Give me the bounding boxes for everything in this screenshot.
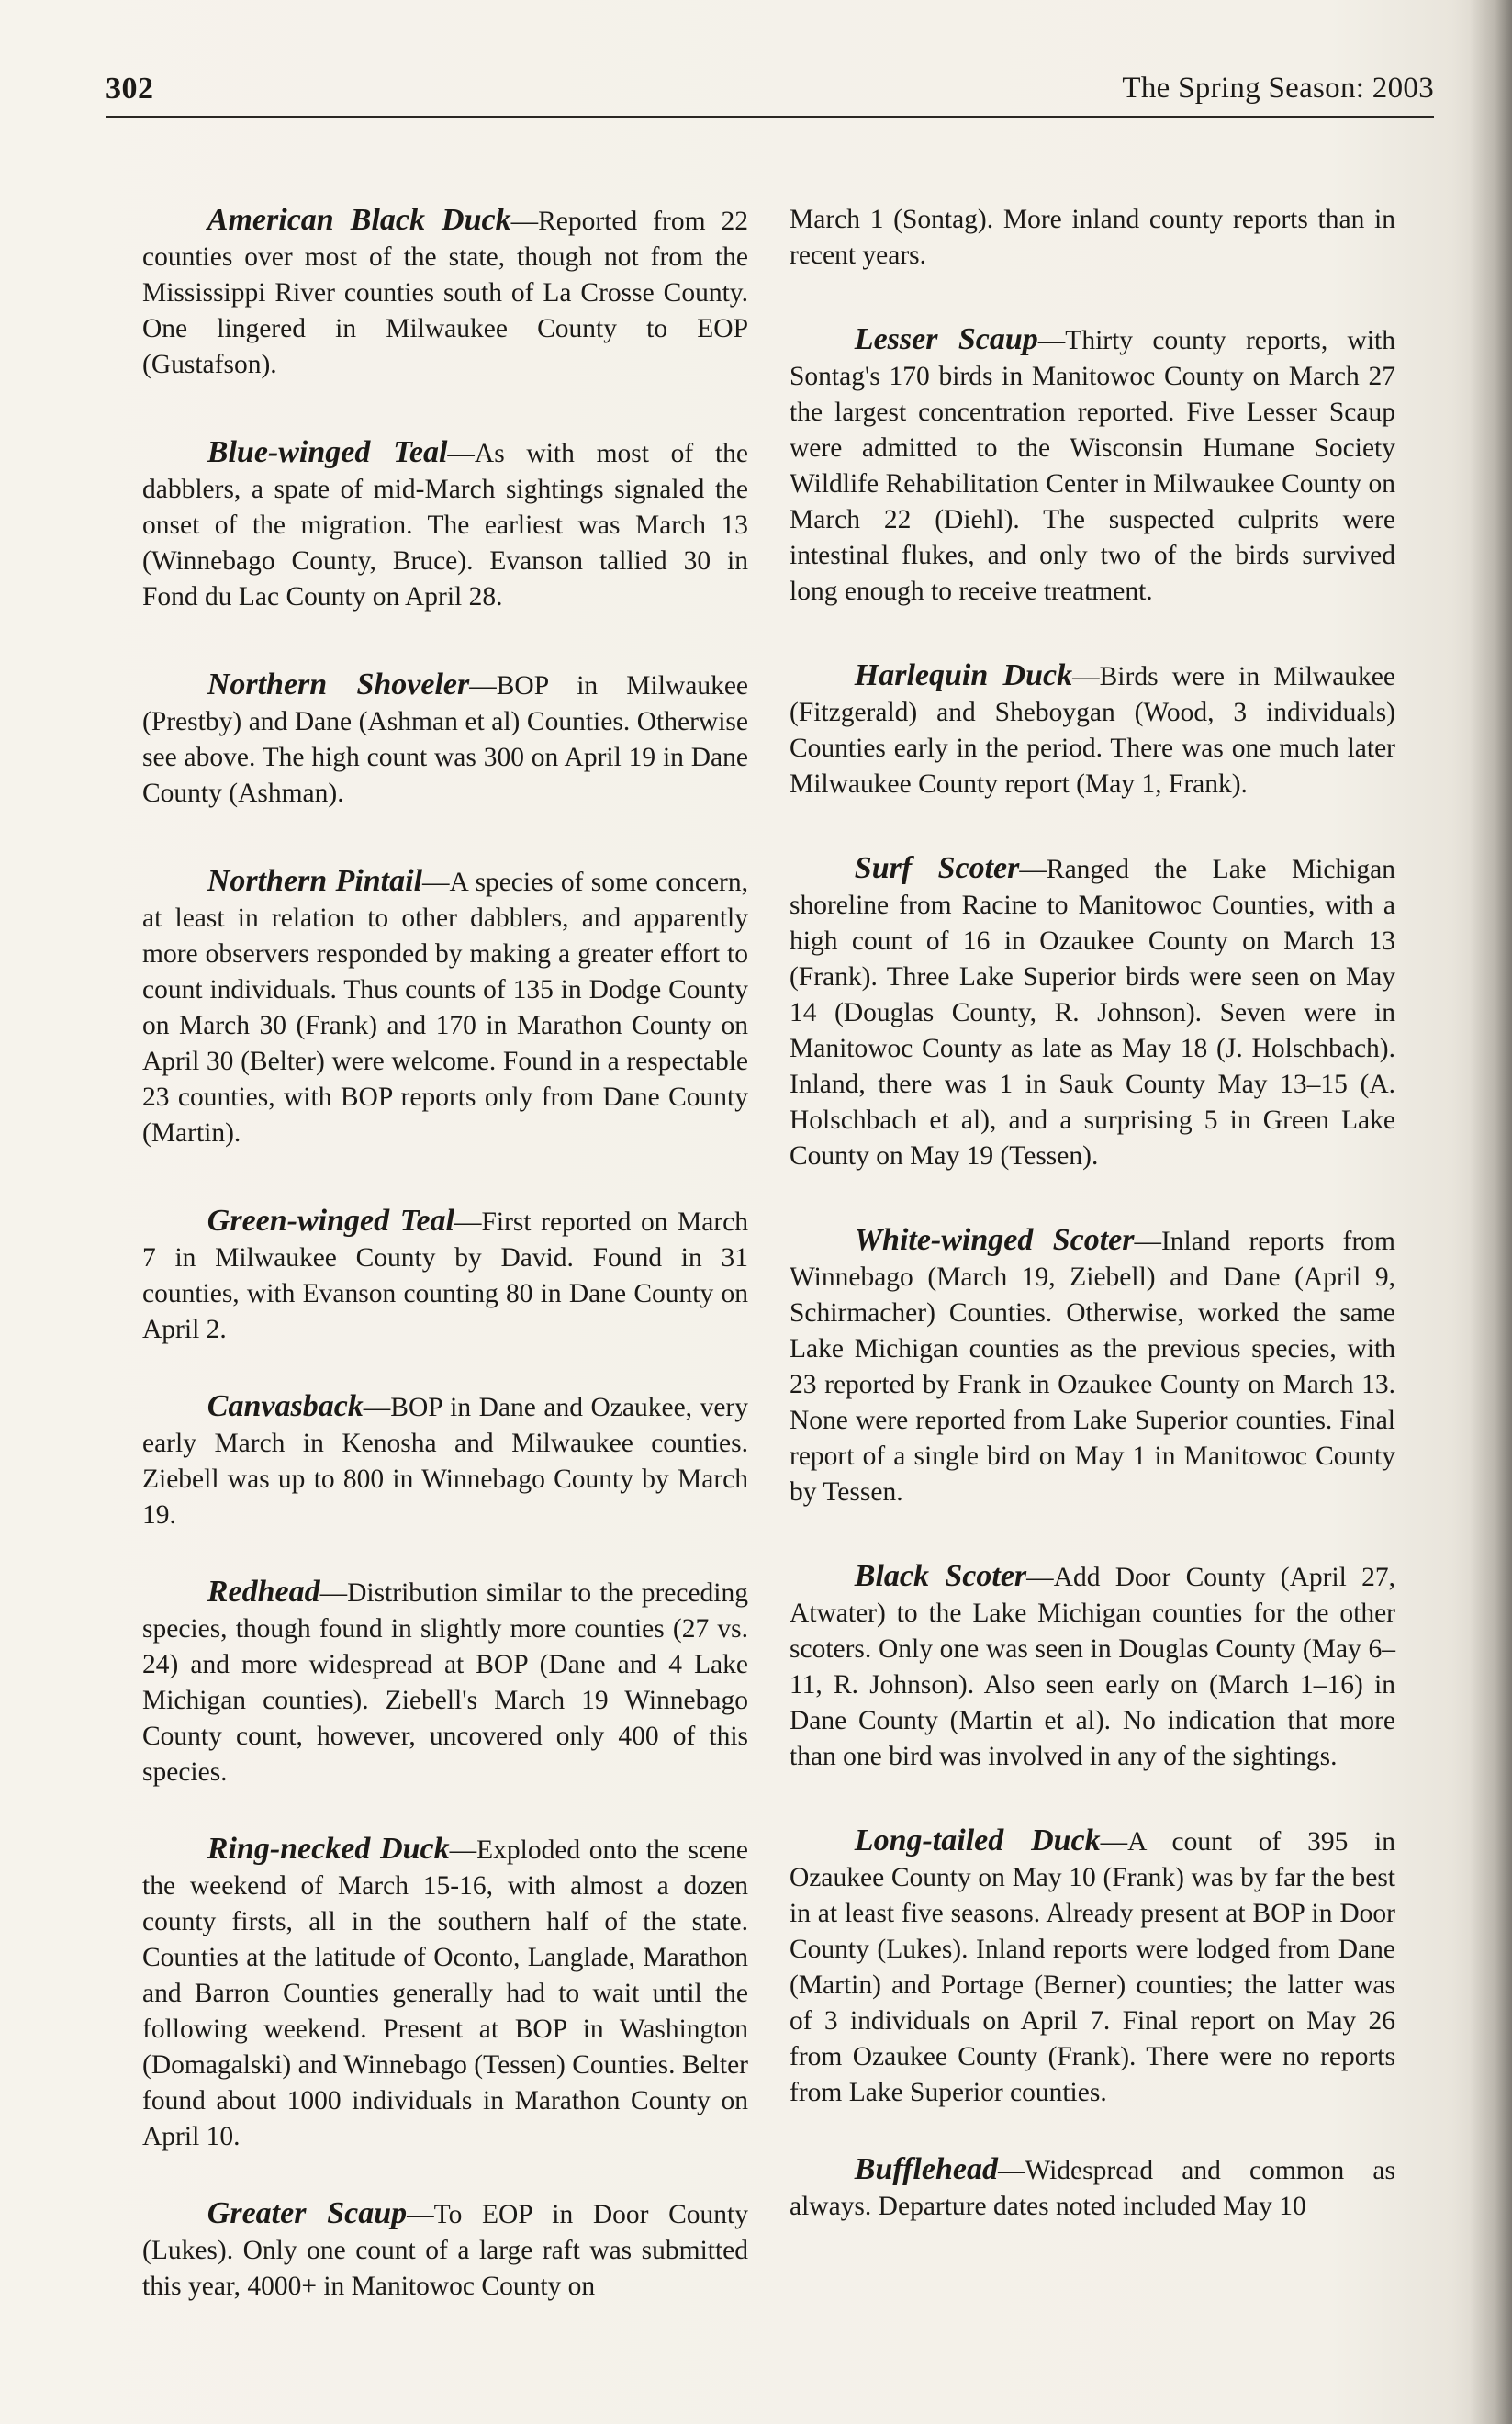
species-text: As with most of the dabblers, a spate of mid-March sightings signaled the onset of the migration. The earliest was March 13 (Winnebago County, Bruce). Evanson tallied 30 in Fond du Lac County on April 28. (142, 439, 748, 612)
em-dash: — (1026, 1563, 1054, 1592)
species-heading: Harlequin Duck (854, 658, 1073, 692)
species-heading: Surf Scoter (854, 851, 1020, 885)
species-entry-blue-winged-teal (142, 434, 748, 615)
species-entry-bufflehead (790, 2151, 1395, 2225)
species-text: A species of some concern, at least in relation to other dabblers, and apparently more observers responded by making a greater effort to count individuals. Thus counts of 135 in Dodge County on March 30 (Frank) and 170 in Marathon County on April 30 (Belter) were welcome. Found in a respectable 23 counties, with BOP reports only from Dane County (Martin). (142, 868, 749, 1148)
species-entry-surf-scoter (790, 850, 1395, 1174)
species-entry-green-winged-teal (142, 1203, 748, 1348)
em-dash: — (1134, 1227, 1161, 1256)
species-entry-northern-shoveler (142, 667, 748, 812)
species-heading: American Black Duck (207, 203, 511, 237)
species-text: Widespread and common as always. Departure dates noted included May 10 (790, 2156, 1395, 2221)
species-heading: Bufflehead (854, 2152, 998, 2186)
species-text: Add Door County (April 27, Atwater) to the Lake Michigan counties for the other scoters. Only one was seen in Douglas County (May 6–11, R. Johnson). Also seen early on (March 1–16) in Dane County (Martin et al). No indication that more than one bird was involved in any of the sightings. (790, 1563, 1395, 1771)
species-heading: Lesser Scaup (854, 322, 1038, 356)
species-entry-ring-necked-duck (142, 1831, 748, 2155)
binding-shadow (1470, 0, 1512, 2424)
species-heading: Canvasback (207, 1389, 364, 1423)
em-dash: — (1072, 662, 1100, 691)
species-text: Thirty county reports, with Sontag's 170 birds in Manitowoc County on March 27 the largest concentration reported. Five Lesser Scaup were admitted to the Wisconsin Humane Society Wildlife Rehabilitation Center in Milwaukee County on March 22 (Diehl). The suspected culprits were intestinal flukes, and only two of the birds survived long enough to receive treatment. (790, 326, 1395, 606)
running-head (106, 64, 1434, 118)
species-text: BOP in Milwaukee (Prestby) and Dane (Ashman et al) Counties. Otherwise see above. The high count was 300 on April 19 in Dane County (Ashman). (142, 671, 749, 808)
species-entry-white-winged-scoter (790, 1222, 1395, 1510)
em-dash: — (1019, 855, 1047, 884)
species-heading: Ring-necked Duck (207, 1832, 450, 1866)
em-dash: — (454, 1207, 482, 1237)
species-heading: Greater Scaup (207, 2196, 408, 2230)
em-dash: — (363, 1393, 391, 1422)
em-dash: — (469, 671, 497, 701)
em-dash: — (1100, 1827, 1128, 1857)
species-heading: Redhead (207, 1575, 320, 1609)
species-entry-black-scoter (790, 1558, 1395, 1775)
em-dash: — (422, 868, 450, 897)
species-text: Exploded onto the scene the weekend of March 15-16, with almost a dozen county firsts, all in the southern half of the state. Counties at the latitude of Oconto, Langlade, Marathon and Barron Counties generally had to wait until the following weekend. Present at BOP in Washington (Domagalski) and Winnebago (Tessen) Counties. Belter found about 1000 individuals in Marathon County on April 10. (142, 1835, 748, 2151)
species-heading: Long-tailed Duck (854, 1824, 1101, 1857)
species-heading: Black Scoter (854, 1559, 1027, 1593)
em-dash: — (449, 1835, 477, 1865)
species-entry-american-black-duck (142, 202, 748, 383)
species-entry-long-tailed-duck (790, 1823, 1395, 2111)
species-text: Distribution similar to the preceding species, though found in slightly more counties (27 vs. 24) and more widespread at BOP (Dane and 4 Lake Michigan counties). Ziebell's March 19 Winnebago County count, however, uncovered only 400 of this species. (142, 1578, 748, 1787)
species-entry-harlequin-duck (790, 657, 1395, 802)
species-text: First reported on March 7 in Milwaukee County by David. Found in 31 counties, with Evanson counting 80 in Dane County on April 2. (142, 1207, 748, 1344)
species-text: A count of 395 in Ozaukee County on May 10 (Frank) was by far the best in at least five seasons. Already present at BOP in Door County (Lukes). Inland reports were lodged from Dane (Martin) and Portage (Berner) counties; the latter was of 3 individuals on April 7. Final report on May 26 from Ozaukee County (Frank). There were no reports from Lake Superior counties. (790, 1827, 1395, 2107)
right-column (790, 202, 1395, 2225)
species-text: Inland reports from Winnebago (March 19, Ziebell) and Dane (April 9, Schirmacher) Counties. Otherwise, worked the same Lake Michigan counties as the previous species, with 23 reported by Frank in Ozaukee County on March 13. None were reported from Lake Superior counties. Final report of a single bird on May 1 in Manitowoc County by Tessen. (790, 1227, 1395, 1507)
species-heading: Blue-winged Teal (207, 435, 448, 469)
species-heading: Northern Shoveler (207, 668, 470, 701)
continued-text: March 1 (Sontag). More inland county reports than in recent years. (790, 205, 1395, 270)
species-entry-lesser-scaup (790, 321, 1395, 610)
species-text: BOP in Dane and Ozaukee, very early March in Kenosha and Milwaukee counties. Ziebell was up to 800 in Winnebago County by March 19. (142, 1393, 748, 1530)
em-dash: — (1037, 326, 1066, 355)
page-number: 302 (106, 72, 154, 106)
species-text: Reported from 22 counties over most of the state, though not from the Mississippi River counties south of La Crosse County. One lingered in Milwaukee County to EOP (Gustafson). (142, 207, 748, 379)
species-text: Ranged the Lake Michigan shoreline from Racine to Manitowoc Counties, with a high count of 16 in Ozaukee County on March 13 (Frank). Three Lake Superior birds were seen on May 14 (Douglas County, R. Johnson). Seven were in Manitowoc County as late as May 18 (J. Holschbach). Inland, there was 1 in Sauk County May 13–15 (A. Holschbach et al), and a surprising 5 in Green Lake County on May 19 (Tessen). (790, 855, 1396, 1171)
left-column (142, 202, 748, 2305)
em-dash: — (510, 207, 539, 236)
species-heading: White-winged Scoter (854, 1223, 1135, 1257)
em-dash: — (997, 2156, 1025, 2185)
em-dash: — (407, 2200, 434, 2229)
species-text: To EOP in Door County (Lukes). Only one count of a large raft was submitted this year, 4000+ in Manitowoc County on (142, 2200, 748, 2301)
species-entry-canvasback (142, 1388, 748, 1533)
species-heading: Green-winged Teal (207, 1204, 454, 1238)
species-entry-redhead (142, 1574, 748, 1790)
species-entry-greater-scaup (142, 2195, 748, 2305)
species-heading: Northern Pintail (207, 864, 423, 898)
species-text: Birds were in Milwaukee (Fitzgerald) and Sheboygan (Wood, 3 individuals) Counties early in the period. There was one much later Milwaukee County report (May 1, Frank). (790, 662, 1395, 799)
em-dash: — (319, 1578, 348, 1608)
em-dash: — (447, 439, 475, 468)
species-entry-northern-pintail (142, 863, 748, 1151)
running-title: The Spring Season: 2003 (1122, 72, 1434, 105)
